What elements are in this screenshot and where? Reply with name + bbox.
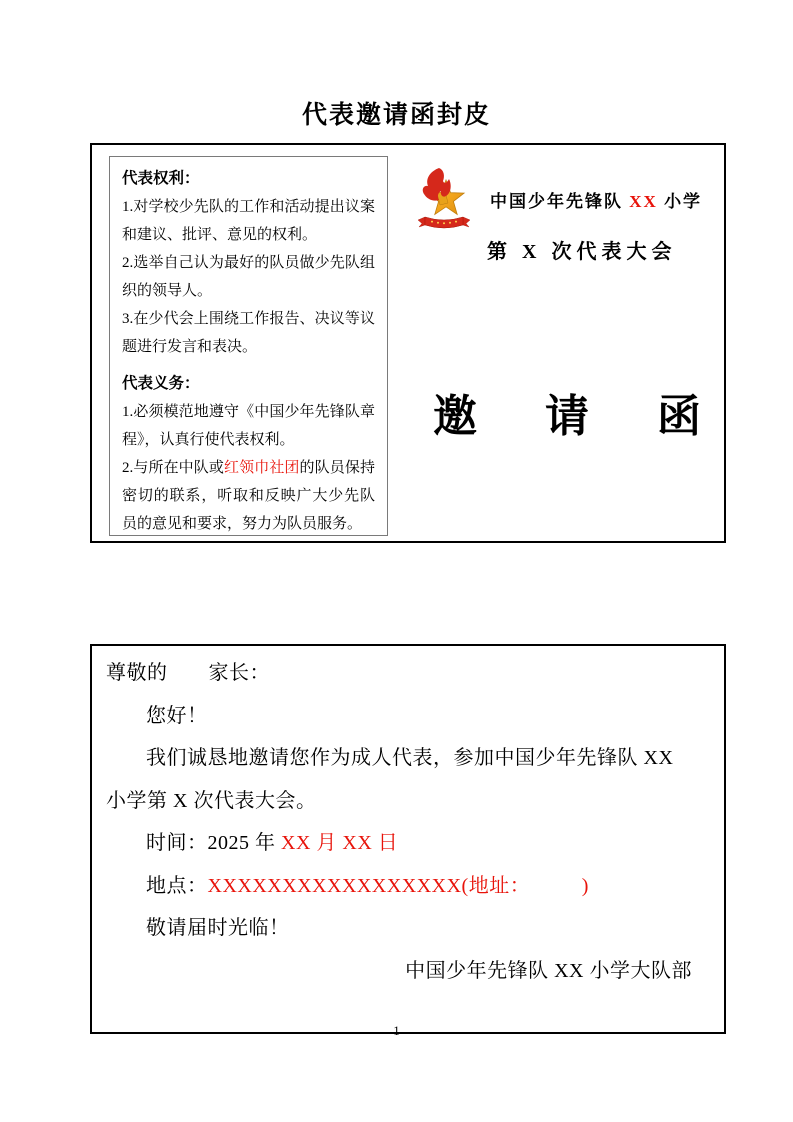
duties-item-2-highlight: 红领巾社团 (224, 460, 300, 476)
letter-salutation: 尊敬的 家长： (106, 662, 270, 684)
rights-duties-panel (109, 156, 388, 536)
invitation-cover-box (90, 143, 726, 543)
letter-greeting: 您好！ (146, 704, 208, 727)
place-value-placeholder: XXXXXXXXXXXXXXXXX(地址： ) (207, 874, 589, 897)
congress-title-line: 第 X 次代表大会 (487, 241, 677, 263)
invitation-title-char-1: 邀 (433, 392, 477, 441)
rights-heading: 代表权利： (122, 170, 200, 187)
duties-item-2-suffix: 的队员保持密切的联系，听取和反映广大少先队员的意见和要求，努力为队员服务。 (122, 460, 375, 532)
young-pioneers-emblem-icon (417, 167, 471, 235)
letter-place-line (106, 865, 696, 908)
duties-item-2-prefix: 2.与所在中队或 (122, 460, 224, 476)
time-label: 时间：2025 年 (146, 832, 281, 854)
invitation-title-char-3: 函 (657, 392, 701, 441)
invitation-letter-box (90, 644, 726, 1034)
page-title: 代表邀请函封皮 (301, 102, 491, 129)
school-name-prefix: 中国少年先锋队 (490, 192, 630, 211)
invitation-title-char-2: 请 (545, 392, 589, 441)
place-label: 地点： (146, 874, 208, 897)
rights-item-1: 1.对学校少先队的工作和活动提出议案和建议、批评、意见的权利。 (122, 199, 375, 243)
page-number: 1 (393, 1023, 400, 1038)
invitation-title (433, 391, 701, 443)
time-value-placeholder: XX 月 XX 日 (281, 832, 399, 854)
letter-closing: 敬请届时光临！ (146, 917, 290, 939)
duties-item-1: 1.必须模范地遵守《中国少年先锋队章程》，认真行使代表权利。 (122, 404, 375, 448)
school-name-line (490, 187, 702, 212)
letter-content (106, 652, 696, 992)
duties-heading: 代表义务： (122, 375, 200, 392)
letter-signature: 中国少年先锋队 XX 小学大队部 (405, 959, 692, 982)
letter-body: 我们诚恳地邀请您作为成人代表，参加中国少年先锋队 XX 小学第 X 次代表大会。 (106, 747, 674, 812)
letter-time-line (106, 822, 696, 865)
rights-item-2: 2.选举自己认为最好的队员做少先队组织的领导人。 (122, 255, 375, 299)
duties-item-2 (122, 454, 375, 538)
rights-item-3: 3.在少代会上围绕工作报告、决议等议题进行发言和表决。 (122, 311, 375, 355)
school-name-placeholder: XX (629, 192, 658, 211)
school-name-suffix: 小学 (657, 192, 703, 211)
